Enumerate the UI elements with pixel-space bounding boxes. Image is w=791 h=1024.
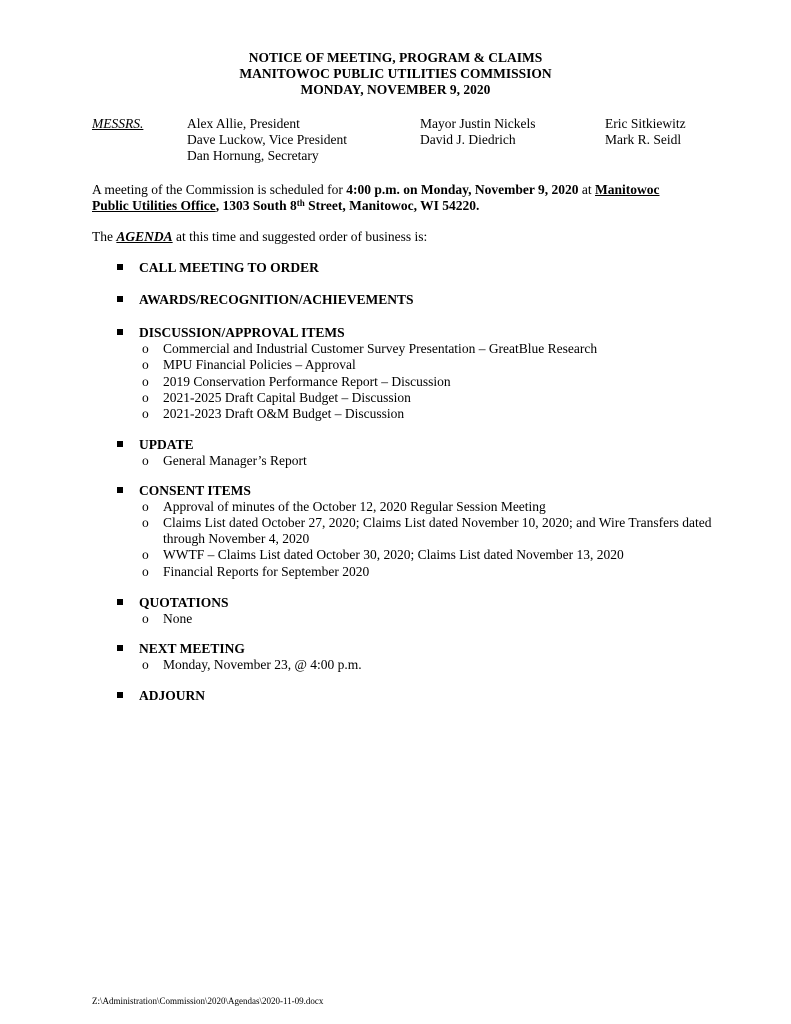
circle-bullet-icon: o [142, 564, 149, 579]
list-item [142, 499, 722, 515]
meeting-intro-text: A meeting of the Commission is scheduled for [92, 182, 347, 197]
list-item-text: Claims List dated October 27, 2020; Claims List dated November 10, 2020; and Wire Transfers dated through November 4, 2020 [163, 515, 712, 546]
agenda-section-consent [117, 483, 251, 499]
list-item [142, 657, 722, 673]
list-item [142, 406, 722, 422]
member-name: Mayor Justin Nickels [420, 116, 536, 131]
meeting-address-superscript: th [296, 198, 305, 208]
square-bullet-icon [117, 487, 123, 493]
agenda-section-call [117, 260, 319, 276]
member-name: Eric Sitkiewitz [605, 116, 686, 131]
list-item [142, 374, 722, 390]
section-title: CONSENT ITEMS [139, 483, 251, 498]
list-item-text: Monday, November 23, @ 4:00 p.m. [163, 657, 362, 672]
section-title: UPDATE [139, 437, 194, 452]
meeting-location-name: Manitowoc [595, 182, 660, 197]
circle-bullet-icon: o [142, 453, 149, 468]
list-item [142, 390, 722, 406]
agenda-section-discussion [117, 325, 345, 341]
square-bullet-icon [117, 441, 123, 447]
circle-bullet-icon: o [142, 611, 149, 626]
circle-bullet-icon: o [142, 547, 149, 562]
footer-file-path: Z:\Administration\Commission\2020\Agendas\2020-11-09.docx [92, 996, 324, 1006]
agenda-section-awards [117, 292, 414, 308]
member-name: Dan Hornung, Secretary [187, 148, 319, 163]
member-name: David J. Diedrich [420, 132, 516, 147]
list-item-text: Approval of minutes of the October 12, 2020 Regular Session Meeting [163, 499, 546, 514]
section-title: DISCUSSION/APPROVAL ITEMS [139, 325, 345, 340]
agenda-section-update [117, 437, 194, 453]
circle-bullet-icon: o [142, 341, 149, 356]
member-name: Mark R. Seidl [605, 132, 682, 147]
list-item [142, 515, 722, 547]
square-bullet-icon [117, 692, 123, 698]
list-item-text: None [163, 611, 193, 626]
square-bullet-icon [117, 296, 123, 302]
section-title: CALL MEETING TO ORDER [139, 260, 319, 275]
meeting-address: Street, Manitowoc, WI 54220. [304, 198, 480, 213]
agenda-intro-text: The [92, 229, 117, 244]
circle-bullet-icon: o [142, 374, 149, 389]
member-name: Dave Luckow, Vice President [187, 132, 348, 147]
member-name: Alex Allie, President [187, 116, 300, 131]
agenda-section-adjourn [117, 688, 205, 704]
meeting-address: , 1303 South 8 [215, 198, 297, 213]
list-item-text: General Manager’s Report [163, 453, 307, 468]
notice-title: NOTICE OF MEETING, PROGRAM & CLAIMS [248, 50, 543, 65]
circle-bullet-icon: o [142, 499, 149, 514]
agenda-intro-text: at this time and suggested order of business is: [172, 229, 428, 244]
list-item-text: Financial Reports for September 2020 [163, 564, 370, 579]
circle-bullet-icon: o [142, 657, 149, 672]
section-title: NEXT MEETING [139, 641, 245, 656]
list-item [142, 611, 722, 627]
circle-bullet-icon: o [142, 357, 149, 372]
circle-bullet-icon: o [142, 406, 149, 421]
list-item [142, 357, 722, 373]
circle-bullet-icon: o [142, 390, 149, 405]
agenda-section-next-meeting [117, 641, 245, 657]
meeting-time-date: 4:00 p.m. on Monday, November 9, 2020 [346, 182, 579, 197]
commission-title: MANITOWOC PUBLIC UTILITIES COMMISSION [239, 66, 552, 81]
meeting-schedule-paragraph [92, 182, 712, 214]
list-item-text: Commercial and Industrial Customer Survey Presentation – GreatBlue Research [163, 341, 598, 356]
section-title: ADJOURN [139, 688, 205, 703]
list-item-text: MPU Financial Policies – Approval [163, 357, 356, 372]
circle-bullet-icon: o [142, 515, 149, 530]
square-bullet-icon [117, 329, 123, 335]
square-bullet-icon [117, 599, 123, 605]
section-title: QUOTATIONS [139, 595, 229, 610]
meeting-location-name: Public Utilities Office [92, 198, 216, 213]
square-bullet-icon [117, 264, 123, 270]
meeting-date-title: MONDAY, NOVEMBER 9, 2020 [300, 82, 491, 97]
list-item-text: 2019 Conservation Performance Report – Discussion [163, 374, 451, 389]
agenda-section-quotations [117, 595, 229, 611]
list-item-text: WWTF – Claims List dated October 30, 2020; Claims List dated November 13, 2020 [163, 547, 624, 562]
list-item [142, 453, 722, 469]
agenda-word: AGENDA [116, 229, 173, 244]
agenda-intro-paragraph [92, 229, 712, 245]
list-item-text: 2021-2023 Draft O&M Budget – Discussion [163, 406, 405, 421]
list-item [142, 564, 722, 580]
list-item [142, 547, 722, 563]
messrs-label: MESSRS. [92, 116, 144, 131]
section-title: AWARDS/RECOGNITION/ACHIEVEMENTS [139, 292, 414, 307]
square-bullet-icon [117, 645, 123, 651]
meeting-at-text: at [578, 182, 595, 197]
list-item-text: 2021-2025 Draft Capital Budget – Discussion [163, 390, 411, 405]
list-item [142, 341, 722, 357]
